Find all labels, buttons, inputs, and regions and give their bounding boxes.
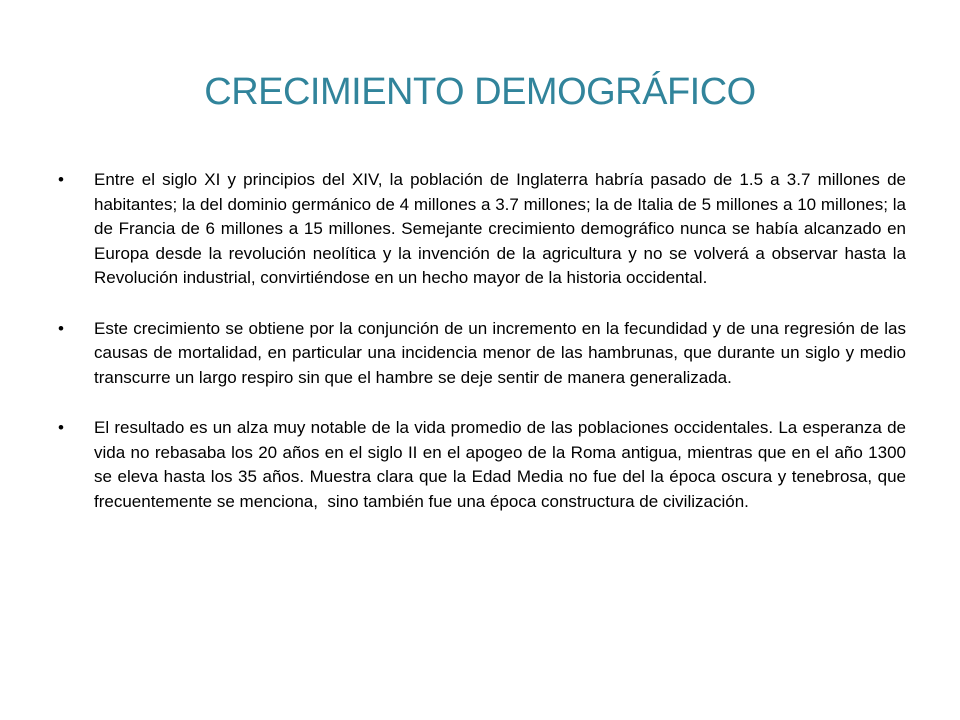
bullet-icon: •: [58, 418, 64, 437]
bullet-text: Entre el siglo XI y principios del XIV, la población de Inglaterra habría pasado de 1.5 a 3.7 millones de habitantes; la del dominio germánico de 4 millones a 3.7 millones; la de Italia de 5 millones a 10 millones; la de Francia de 6 millones a 15 millones. Semejante crecimiento demográfico nunca se había alcanzado en Europa desde la revolución neolítica y la invención de la agricultura y no se volverá a observar hasta la Revolución industrial, convirtiéndose en un hecho mayor de la historia occidental.: [94, 170, 911, 287]
bullet-item: [58, 317, 911, 391]
bullet-text: Este crecimiento se obtiene por la conjunción de un incremento en la fecundidad y de una regresión de las causas de mortalidad, en particular una incidencia menor de las hambrunas, que durante un siglo y medio transcurre un largo respiro sin que el hambre se deje sentir de manera generalizada.: [94, 318, 911, 387]
bullet-icon: •: [58, 170, 64, 189]
bullet-text: El resultado es un alza muy notable de la vida promedio de las poblaciones occidentales. La esperanza de vida no rebasaba los 20 años en el siglo II en el apogeo de la Roma antigua, mientras que en el año 1300 se eleva hasta los 35 años. Muestra clara que la Edad Media no fue del la época oscura y tenebrosa, que frecuentemente se menciona, sino también fue una época constructura de civilización.: [94, 418, 911, 511]
bullet-item: [58, 168, 911, 291]
bullet-icon: •: [58, 318, 64, 338]
slide-title: CRECIMIENTO DEMOGRÁFICO: [204, 71, 756, 113]
bullet-item: [58, 416, 911, 514]
slide-body: [58, 168, 911, 540]
